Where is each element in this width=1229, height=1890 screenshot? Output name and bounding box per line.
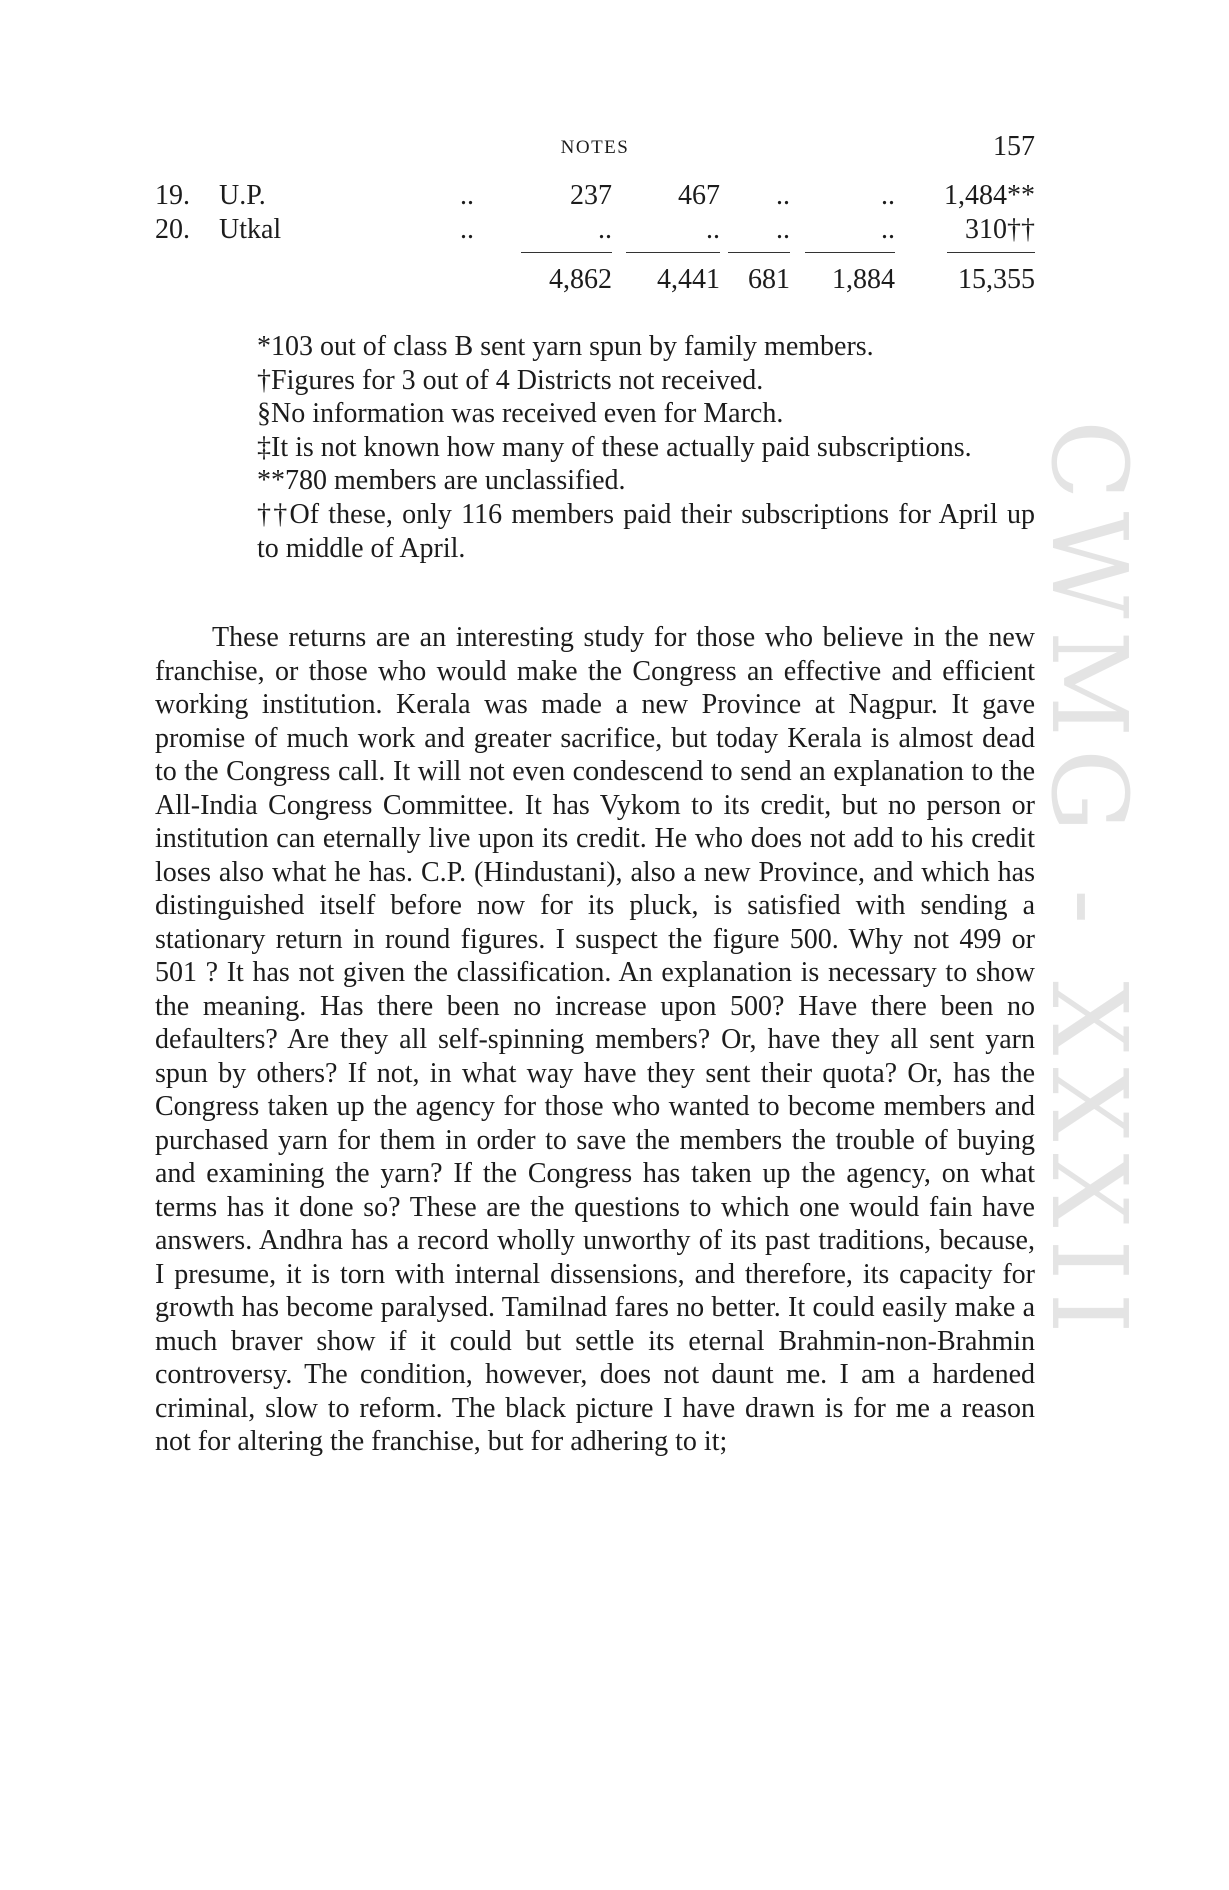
table-cell: .. — [881, 180, 895, 211]
total-rule — [521, 252, 612, 253]
total-rule — [626, 252, 720, 253]
page-number: 157 — [993, 131, 1035, 162]
total-cell: 4,441 — [657, 264, 720, 295]
running-head — [155, 131, 1035, 171]
running-title: NOTES — [560, 137, 630, 158]
leader-dots: .. — [460, 214, 474, 245]
total-rule — [947, 252, 1035, 253]
footnotes — [257, 330, 1035, 565]
footnote: *103 out of class B sent yarn spun by family members. — [257, 331, 874, 362]
total-rule — [728, 252, 790, 253]
total-rules — [155, 248, 1035, 262]
province-name: Utkal — [219, 214, 282, 245]
province-name: U.P. — [219, 180, 266, 211]
footnote: ††Of these, only 116 members paid their subscriptions for April up to middle of April. — [257, 498, 1035, 564]
watermark: CWMG - XXXII — [1028, 420, 1150, 1346]
table-cell: 467 — [678, 180, 720, 211]
table-cell: .. — [706, 214, 720, 245]
total-rule — [805, 252, 895, 253]
table-cell: .. — [776, 214, 790, 245]
table-row — [155, 214, 1035, 248]
total-cell: 681 — [748, 264, 790, 295]
total-cell: 4,862 — [549, 264, 612, 295]
total-cell: 15,355 — [958, 264, 1035, 295]
table-cell: .. — [598, 214, 612, 245]
paragraph: These returns are an interesting study for those who believe in the new franchise, or those who would make the Congress an effective and efficient working institution. Kerala was made a new Province at Nagpur. It gave promise of much work and greater sacrifice, but today Kerala is almost dead to the Congress call. It will not even condescend to send an explanation to the All-India Congress Committee. It has Vykom to its credit, but no person or institution can eternally live upon its credit. He who does not add to his credit loses also what he has. C.P. (Hindustani), also a new Province, and which has distinguished itself before now for its pluck, is satisfied with sending a stationary return in round figures. I suspect the figure 500. Why not 499 or 501 ? It has not given the classification. An explanation is necessary to show the meaning. Has there been no increase upon 500? Have there been no defaulters? Are they all self-spinning members? Or, have they all sent yarn spun by others? If not, in what way have they sent their quota? Or, has the Congress taken up the agency for those who wanted to become members and purchased yarn for them in order to save the members the trouble of buying and examining the yarn? If the Congress has taken up the agency, on what terms has it done so? These are the questions to which one would fain have answers. Andhra has a record wholly unworthy of its past traditions, because, I presume, it is torn with internal dissensions, and therefore, its capacity for growth has become paralysed. Tamilnad fares no better. It could easily make a much braver show if it could but settle its eternal Brahmin-non-Brahmin controversy. The condition, however, does not daunt me. I am a hardened criminal, slow to reform. The black picture I have drawn is for me a reason not for altering the franchise, but for adhering to it; — [155, 622, 1035, 1457]
table-cell: 310†† — [965, 214, 1035, 245]
row-number: 19. — [155, 180, 190, 211]
row-number: 20. — [155, 214, 190, 245]
footnote: ‡It is not known how many of these actually paid subscriptions. — [257, 431, 972, 463]
table-cell: .. — [881, 214, 895, 245]
footnote: †Figures for 3 out of 4 Districts not received. — [257, 364, 764, 396]
body-text — [155, 621, 1035, 1459]
footnote: **780 members are unclassified. — [257, 465, 626, 497]
table-cell: 237 — [570, 180, 612, 211]
totals-row — [155, 264, 1035, 300]
membership-table — [155, 180, 1035, 300]
total-cell: 1,884 — [832, 264, 895, 295]
table-row — [155, 180, 1035, 214]
leader-dots: .. — [460, 180, 474, 211]
table-cell: 1,484** — [944, 180, 1035, 211]
footnote: §No information was received even for March. — [257, 398, 784, 430]
table-cell: .. — [776, 180, 790, 211]
